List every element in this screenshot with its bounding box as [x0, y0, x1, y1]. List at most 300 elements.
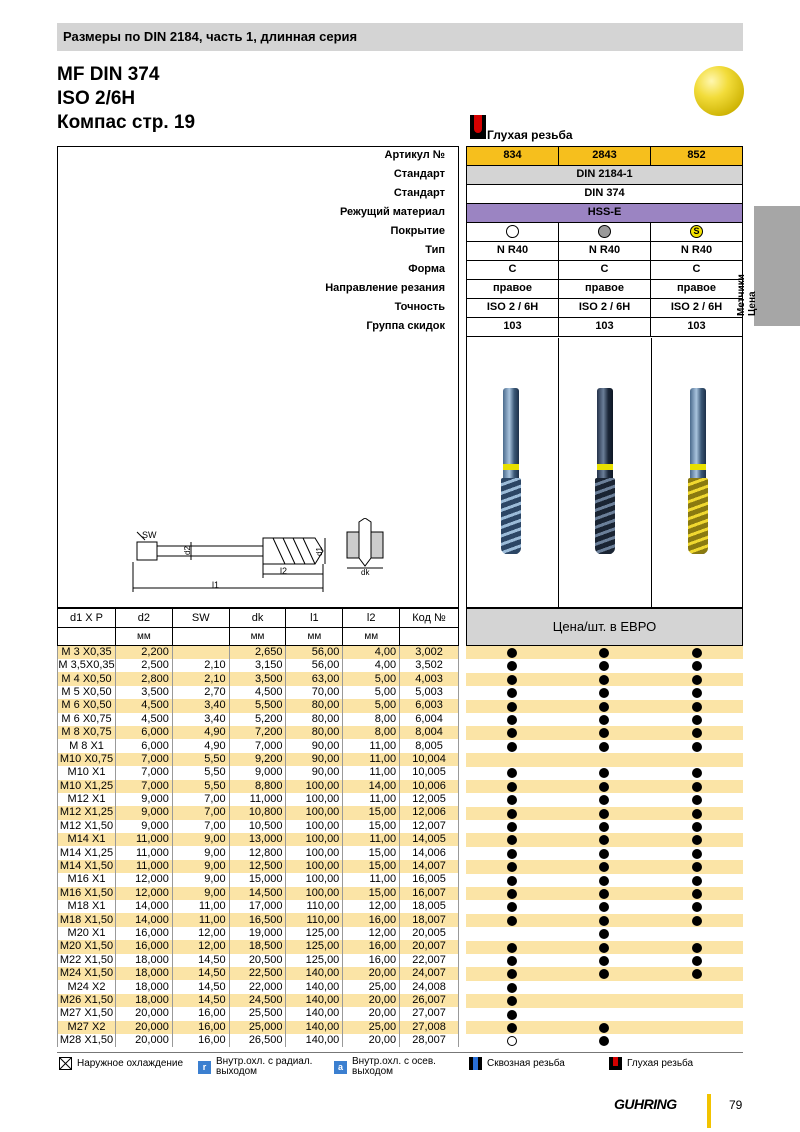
availability-row — [466, 887, 743, 900]
table-cell: 20,00 — [343, 994, 400, 1007]
availability-row — [466, 807, 743, 820]
availability-cell — [466, 753, 558, 766]
availability-cell — [558, 726, 650, 739]
table-cell: 11,00 — [343, 833, 400, 846]
table-cell: M14 X1 — [58, 833, 116, 846]
table-cell: 7,000 — [115, 780, 172, 793]
coating-ball-icon — [694, 66, 744, 116]
legend-through — [469, 1057, 565, 1070]
available-icon — [507, 795, 517, 805]
side-tab[interactable] — [736, 206, 800, 326]
availability-cell — [558, 820, 650, 833]
table-cell: 15,00 — [343, 820, 400, 833]
table-cell: 5,00 — [343, 672, 400, 685]
table-cell: 3,40 — [172, 713, 229, 726]
table-row — [58, 766, 459, 779]
table-cell: 110,00 — [286, 900, 343, 913]
table-cell: 15,000 — [229, 873, 286, 886]
table-cell: 11,00 — [343, 753, 400, 766]
col-header: l2 — [343, 609, 400, 628]
table-cell: 6,004 — [400, 713, 459, 726]
available-icon — [507, 648, 517, 658]
table-cell: 7,000 — [115, 766, 172, 779]
d2-label: d2 — [182, 546, 192, 555]
availability-row — [466, 941, 743, 954]
availability-row — [466, 967, 743, 980]
tap-image-852 — [690, 388, 706, 554]
table-cell: M14 X1,50 — [58, 860, 116, 873]
table-cell: 11,000 — [229, 793, 286, 806]
available-icon — [692, 702, 702, 712]
available-icon — [692, 715, 702, 725]
spec-label: Форма — [408, 263, 445, 275]
availability-cell — [466, 780, 558, 793]
availability-cell — [466, 954, 558, 967]
table-cell: M 3,5X0,35 — [58, 659, 115, 672]
table-cell: 5,50 — [172, 780, 229, 793]
table-cell: 3,502 — [400, 659, 459, 672]
table-cell: M10 X1,25 — [58, 780, 116, 793]
table-cell: 16,00 — [343, 913, 400, 926]
available-icon — [599, 943, 609, 953]
table-row — [58, 954, 459, 967]
article-2843[interactable]: 2843 — [558, 146, 651, 166]
table-cell: 9,000 — [115, 793, 172, 806]
availability-cell — [558, 833, 650, 846]
table-cell: 10,005 — [400, 766, 459, 779]
table-cell: 10,500 — [229, 820, 286, 833]
table-cell: 25,00 — [343, 1021, 400, 1034]
available-icon — [692, 675, 702, 685]
available-icon — [507, 835, 517, 845]
page-header: Размеры по DIN 2184, часть 1, длинная серия — [57, 23, 743, 51]
unit-cell: мм — [115, 628, 172, 646]
table-cell: 2,200 — [115, 646, 172, 660]
table-cell: 19,000 — [229, 927, 286, 940]
available-icon — [599, 648, 609, 658]
table-cell: 12,005 — [400, 793, 459, 806]
available-icon — [692, 648, 702, 658]
table-cell: 12,000 — [115, 873, 172, 886]
table-row — [58, 900, 459, 913]
table-cell: 8,00 — [343, 726, 400, 739]
available-icon — [599, 929, 609, 939]
table-cell: 7,000 — [115, 753, 172, 766]
availability-cell — [466, 833, 558, 846]
table-row — [58, 780, 459, 793]
accuracy-row — [466, 298, 743, 317]
availability-cell — [651, 981, 743, 994]
available-icon — [599, 688, 609, 698]
availability-row — [466, 673, 743, 686]
type-row — [466, 241, 743, 260]
title-line-3: Компас стр. 19 — [57, 112, 196, 133]
spec-label: Точность — [394, 301, 445, 313]
available-icon — [507, 822, 517, 832]
available-icon — [599, 782, 609, 792]
table-cell: M 3 X0,35 — [58, 646, 116, 660]
availability-cell — [466, 914, 558, 927]
table-row — [58, 860, 459, 873]
axial-cooling-icon: a — [334, 1061, 347, 1074]
availability-cell — [558, 740, 650, 753]
available-icon — [599, 876, 609, 886]
unit-cell: мм — [343, 628, 400, 646]
available-icon — [599, 835, 609, 845]
table-cell: M26 X1,50 — [58, 994, 116, 1007]
table-cell: 9,200 — [229, 753, 286, 766]
availability-cell — [651, 874, 743, 887]
availability-cell — [651, 767, 743, 780]
availability-row — [466, 780, 743, 793]
available-icon — [507, 782, 517, 792]
table-row — [58, 699, 459, 712]
legend-external — [59, 1057, 183, 1070]
table-cell: 8,00 — [343, 713, 400, 726]
spec-label: Покрытие — [390, 225, 445, 237]
table-cell: 5,200 — [229, 713, 286, 726]
table-cell: 80,00 — [286, 699, 343, 712]
table-cell: 16,007 — [400, 887, 459, 900]
table-cell: 17,000 — [229, 900, 286, 913]
availability-cell — [466, 686, 558, 699]
table-cell: 80,00 — [286, 713, 343, 726]
table-cell: 16,00 — [172, 1021, 229, 1034]
table-cell: 7,00 — [172, 806, 229, 819]
availability-row — [466, 740, 743, 753]
available-icon — [692, 902, 702, 912]
table-cell: 9,000 — [115, 806, 172, 819]
table-cell: 5,50 — [172, 753, 229, 766]
table-cell: M14 X1,25 — [58, 846, 116, 859]
table-cell: 140,00 — [286, 1021, 343, 1034]
available-icon — [599, 849, 609, 859]
tap-drawing — [125, 518, 385, 598]
available-icon — [507, 1023, 517, 1033]
table-cell: 10,800 — [229, 806, 286, 819]
table-row — [58, 726, 459, 739]
availability-cell — [651, 659, 743, 672]
blind-thread-label: Глухая резьба — [487, 128, 573, 142]
legend-blind-label: Глухая резьба — [627, 1058, 694, 1069]
table-cell: 3,002 — [400, 646, 459, 660]
table-cell: M 6 X0,75 — [58, 713, 116, 726]
availability-cell — [651, 820, 743, 833]
table-cell: 11,00 — [343, 739, 400, 752]
table-row — [58, 980, 459, 993]
table-cell: 14,50 — [172, 954, 229, 967]
accuracy-value: ISO 2 / 6H — [650, 298, 743, 318]
article-834[interactable]: 834 — [466, 146, 559, 166]
coating-cell — [650, 222, 743, 242]
available-icon — [507, 675, 517, 685]
unit-cell: мм — [229, 628, 286, 646]
side-tab-line2: Цена — [747, 291, 758, 316]
available-icon — [692, 876, 702, 886]
availability-cell — [651, 713, 743, 726]
table-cell: 18,000 — [115, 994, 172, 1007]
table-cell: 125,00 — [286, 954, 343, 967]
article-852[interactable]: 852 — [650, 146, 743, 166]
table-cell: 22,000 — [229, 980, 286, 993]
availability-row — [466, 994, 743, 1007]
table-cell: 18,000 — [115, 967, 172, 980]
table-cell: 5,50 — [172, 766, 229, 779]
table-cell: 24,007 — [400, 967, 459, 980]
available-icon — [692, 768, 702, 778]
table-row — [58, 753, 459, 766]
available-icon — [599, 742, 609, 752]
table-cell: 80,00 — [286, 726, 343, 739]
availability-cell — [558, 713, 650, 726]
accuracy-value: ISO 2 / 6H — [558, 298, 651, 318]
table-cell: M 4 X0,50 — [58, 672, 116, 685]
availability-cell — [466, 1034, 558, 1047]
availability-cell — [558, 767, 650, 780]
table-cell: 11,00 — [172, 900, 229, 913]
availability-cell — [651, 1021, 743, 1034]
unit-cell — [172, 628, 229, 646]
table-row — [58, 672, 459, 685]
direction-value: правое — [650, 279, 743, 299]
table-row — [58, 846, 459, 859]
availability-cell — [466, 659, 558, 672]
blind-thread-icon — [470, 115, 486, 139]
available-icon — [507, 889, 517, 899]
availability-cell — [558, 874, 650, 887]
availability-cell — [466, 740, 558, 753]
availability-cell — [558, 967, 650, 980]
table-cell: M 8 X1 — [58, 739, 116, 752]
available-icon — [507, 862, 517, 872]
available-icon — [599, 969, 609, 979]
blind-thread-icon — [609, 1057, 622, 1070]
table-cell: 11,000 — [115, 860, 172, 873]
available-icon — [692, 956, 702, 966]
table-cell: M16 X1,50 — [58, 887, 116, 900]
availability-cell — [466, 807, 558, 820]
table-cell: 15,00 — [343, 887, 400, 900]
table-cell: 4,500 — [115, 713, 172, 726]
discount-value: 103 — [558, 317, 651, 337]
discount-value: 103 — [650, 317, 743, 337]
title-line-2: ISO 2/6H — [57, 88, 136, 109]
availability-cell — [466, 793, 558, 806]
table-cell: M18 X1,50 — [58, 913, 116, 926]
table-cell: 12,000 — [115, 887, 172, 900]
available-icon — [507, 742, 517, 752]
available-icon — [692, 688, 702, 698]
availability-cell — [651, 860, 743, 873]
grey-coating-icon — [598, 225, 611, 238]
table-cell: 12,00 — [343, 927, 400, 940]
table-cell: M20 X1 — [58, 927, 116, 940]
table-cell: 140,00 — [286, 994, 343, 1007]
table-cell: 18,005 — [400, 900, 459, 913]
availability-cell — [558, 954, 650, 967]
available-icon — [692, 822, 702, 832]
page-number: 79 — [729, 1098, 743, 1112]
availability-cell — [466, 887, 558, 900]
available-icon — [599, 1023, 609, 1033]
col-header: d2 — [115, 609, 172, 628]
table-cell: 2,10 — [172, 659, 229, 672]
coating-row — [466, 222, 743, 241]
table-cell: 90,00 — [286, 739, 343, 752]
table-row — [58, 646, 459, 660]
availability-cell — [466, 847, 558, 860]
table-cell: 25,500 — [229, 1007, 286, 1020]
availability-cell — [651, 967, 743, 980]
table-cell: 8,004 — [400, 726, 459, 739]
table-row — [58, 686, 459, 699]
brand-logo: GUHRING — [614, 1096, 677, 1112]
availability-row — [466, 767, 743, 780]
standard-value: DIN 374 — [466, 184, 743, 204]
availability-cell — [651, 740, 743, 753]
table-cell: 22,500 — [229, 967, 286, 980]
table-cell: 6,000 — [115, 726, 172, 739]
spec-label: Тип — [425, 244, 445, 256]
table-cell: 2,650 — [229, 646, 286, 660]
table-cell: M12 X1 — [58, 793, 116, 806]
table-cell: 100,00 — [286, 860, 343, 873]
title-line-1: MF DIN 374 — [57, 64, 160, 85]
table-cell: 27,008 — [400, 1021, 459, 1034]
available-icon — [507, 849, 517, 859]
table-row — [58, 887, 459, 900]
table-cell: 20,007 — [400, 940, 459, 953]
table-cell: M 5 X0,50 — [58, 686, 116, 699]
availability-row — [466, 713, 743, 726]
table-cell: M24 X2 — [58, 980, 116, 993]
table-row — [58, 1007, 459, 1020]
table-cell: 16,00 — [172, 1034, 229, 1047]
table-cell: M22 X1,50 — [58, 954, 116, 967]
direction-row — [466, 279, 743, 298]
table-cell: 3,500 — [229, 672, 286, 685]
type-value: N R40 — [466, 241, 559, 261]
table-cell: M28 X1,50 — [58, 1034, 116, 1047]
col-header: l1 — [286, 609, 343, 628]
availability-cell — [558, 1021, 650, 1034]
spec-label: Стандарт — [393, 187, 445, 199]
unit-cell — [400, 628, 459, 646]
available-icon — [507, 969, 517, 979]
available-icon — [599, 956, 609, 966]
available-icon — [507, 916, 517, 926]
table-cell: 18,500 — [229, 940, 286, 953]
available-icon — [599, 916, 609, 926]
table-cell: 11,00 — [343, 766, 400, 779]
table-cell: 13,000 — [229, 833, 286, 846]
table-cell: 56,00 — [286, 646, 343, 660]
table-cell: 8,800 — [229, 780, 286, 793]
side-tab-line1: Метчики — [736, 274, 747, 316]
available-icon — [599, 809, 609, 819]
table-cell: 100,00 — [286, 873, 343, 886]
table-row — [58, 713, 459, 726]
spec-label: Режущий материал — [339, 206, 445, 218]
table-cell: 14,000 — [115, 913, 172, 926]
table-cell: 24,008 — [400, 980, 459, 993]
table-cell: 100,00 — [286, 820, 343, 833]
availability-cell — [651, 646, 743, 659]
available-icon — [599, 715, 609, 725]
spec-label: Группа скидок — [366, 320, 445, 332]
table-cell: M18 X1 — [58, 900, 116, 913]
available-icon — [507, 702, 517, 712]
availability-cell — [466, 713, 558, 726]
table-cell: M27 X1,50 — [58, 1007, 116, 1020]
availability-row — [466, 981, 743, 994]
availability-row — [466, 686, 743, 699]
availability-row — [466, 700, 743, 713]
table-cell: 14,006 — [400, 846, 459, 859]
coating-cell — [558, 222, 651, 242]
table-cell: 100,00 — [286, 806, 343, 819]
table-row — [58, 927, 459, 940]
availability-cell — [558, 900, 650, 913]
table-cell: 7,000 — [229, 739, 286, 752]
available-icon — [692, 969, 702, 979]
available-icon — [692, 862, 702, 872]
table-row — [58, 940, 459, 953]
availability-cell — [651, 700, 743, 713]
availability-cell — [651, 807, 743, 820]
unit-cell — [58, 628, 116, 646]
table-cell: 9,000 — [115, 820, 172, 833]
table-cell: 20,500 — [229, 954, 286, 967]
table-cell: 12,500 — [229, 860, 286, 873]
table-cell: 5,003 — [400, 686, 459, 699]
table-cell: 26,007 — [400, 994, 459, 1007]
radial-cooling-icon: r — [198, 1061, 211, 1074]
table-cell: 11,000 — [115, 833, 172, 846]
col-header: d1 X P — [58, 609, 116, 628]
table-cell: 5,00 — [343, 699, 400, 712]
table-cell: 14,50 — [172, 967, 229, 980]
table-cell: 12,800 — [229, 846, 286, 859]
availability-cell — [466, 967, 558, 980]
availability-cell — [558, 847, 650, 860]
table-cell: 4,500 — [229, 686, 286, 699]
table-header-row — [58, 609, 459, 628]
table-cell: 16,00 — [343, 954, 400, 967]
availability-row — [466, 914, 743, 927]
col-header: SW — [172, 609, 229, 628]
available-icon — [599, 822, 609, 832]
available-icon — [507, 983, 517, 993]
availability-cell — [558, 1034, 650, 1047]
standard-row-1 — [466, 165, 743, 184]
availability-cell — [651, 1008, 743, 1021]
availability-cell — [558, 646, 650, 659]
direction-value: правое — [558, 279, 651, 299]
available-icon — [599, 768, 609, 778]
price-header: Цена/шт. в ЕВРО — [466, 608, 743, 646]
table-cell: 14,000 — [115, 900, 172, 913]
availability-cell — [651, 954, 743, 967]
table-cell: 5,500 — [229, 699, 286, 712]
table-cell: 14,50 — [172, 980, 229, 993]
table-row — [58, 873, 459, 886]
table-cell: 16,005 — [400, 873, 459, 886]
available-icon — [507, 943, 517, 953]
table-cell: 7,00 — [172, 820, 229, 833]
available-icon — [692, 661, 702, 671]
availability-cell — [466, 874, 558, 887]
